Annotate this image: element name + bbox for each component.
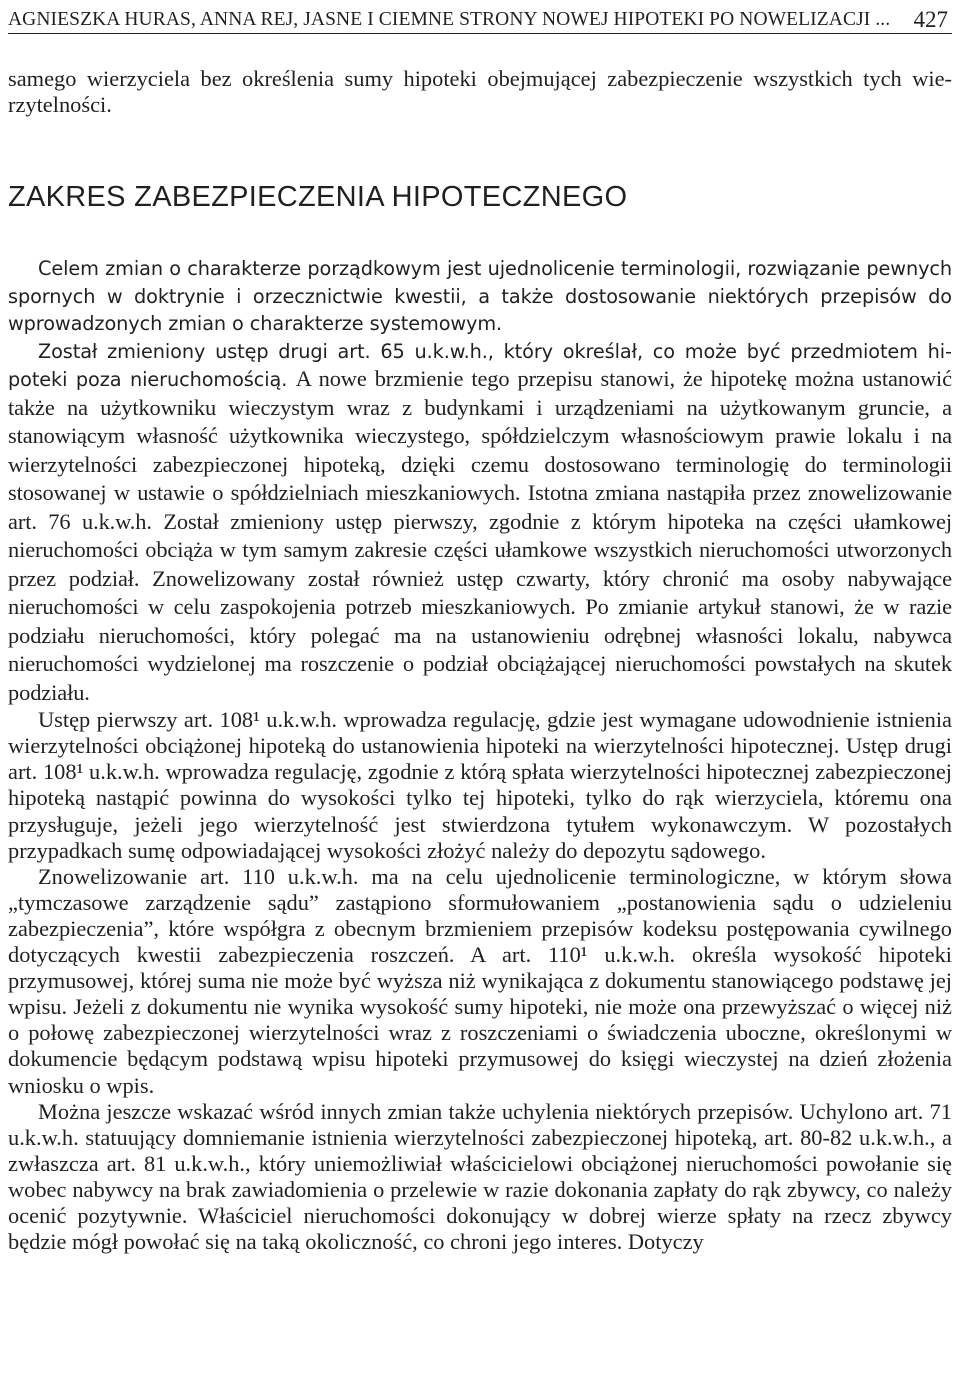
paragraph-art-65 (8, 338, 952, 708)
paragraph-repealed: Można jeszcze wskazać wśród innych zmian także uchylenia niektórych przepisów. Uchylono art. 71 u.k.w.h. statuujący domniemanie istnienia wierzytelności zabezpieczonej hipoteką, art. 80-82 u.k.w.h., a zwłaszcza art. 81 u.k.w.h., który uniemożliwiał właścicielowi obciążonej nieruchomości powołanie się wobec nabywcy na brak zawiadomienia o przelewie w razie dokonania zapłaty do rąk zbywcy, co należy ocenić pozytywnie. Właściciel nieruchomości dokonujący w dobrej wierze spłaty na rzecz zbywcy będzie mógł powołać się na taką okoliczność, co chroni jego interes. Dotyczy (8, 1098, 952, 1255)
sans-paragraphs (8, 255, 952, 707)
paragraph-art-108: Ustęp pierwszy art. 108¹ u.k.w.h. wprowadza regulację, gdzie jest wymagane udowodnienie istnienia wierzytelności obciążonej hipoteką do ustanowienia hipoteki na wierzytelności hipotecznej. Ustęp drugi art. 108¹ u.k.w.h. wprowadza regulację, zgodnie z którą spłata wierzytelności hipotecznej zabezpieczonej hipoteką nastąpić powinna do wysokości tylko tej hipoteki, tylko do rąk wierzyciela, któremu ona przysługuje, jeżeli jego wierzytelność jest stwierdzona tytułem wykonawczym. W pozostałych przypadkach sumę odpowiadającej wysokości złożyć należy do depozytu sądowego. (8, 707, 952, 863)
document-body (8, 66, 952, 1255)
paragraph-art-65-lead: Został zmieniony ustęp drugi art. 65 u.k.w.h., który określał, co może być przedmiotem hipoteki poza nieruchomością. (8, 339, 952, 392)
running-header (8, 0, 952, 34)
paragraph-art-110: Znowelizowanie art. 110 u.k.w.h. ma na celu ujednolicenie terminologiczne, w którym słowa „tymczasowe zarządzenie sądu” zastąpiono sformułowaniem „postanowienia sądu o udzieleniu zabezpieczenia”, które współgra z obecnym brzmieniem przepisów kodeksu postępowania cywilnego dotyczących kwestii zabezpieczenia roszczeń. A art. 110¹ u.k.w.h. określa wysokość hipoteki przymusowej, której suma nie może być wyższa niż wynikająca z dokumentu stanowiącego podstawę jej wpisu. Jeżeli z dokumentu nie wynika wysokość sumy hipoteki, nie może ona przewyższać o więcej niż o połowę zabezpieczonej wierzytelności wraz z roszczeniami o świadczenia uboczne, określonymi w dokumencie będącym podstawą wpisu hipoteki przymusowej do księgi wieczystej na dzień złożenia wniosku o wpis. (8, 863, 952, 1098)
intro-paragraph: samego wierzyciela bez określenia sumy hipoteki obejmującej zabezpieczenie wszystkich tych wierzytelności. (8, 66, 952, 118)
header-authors-title: AGNIESZKA HURAS, ANNA REJ, JASNE I CIEMNE STRONY NOWEJ HIPOTEKI PO NOWELIZACJI ... (8, 9, 891, 30)
serif-paragraphs (8, 707, 952, 1255)
section-heading: ZAKRES ZABEZPIECZENIA HIPOTECZNEGO (8, 181, 628, 214)
paragraph-art-65-tail: A nowe brzmienie tego przepisu stanowi, że hipotekę można ustanowić także na użytkowniku wieczystym wraz z budynkami i urządzeniami na użytkowanym gruncie, a stanowiącym własność użytkownika wieczystego, spółdzielczym własnościowym prawie lokalu i na wierzytelności zabezpieczonej hipoteką, dzięki czemu dostosowano terminologię do terminologii stosowanej w ustawie o spółdzielniach mieszkaniowych. Istotna zmiana nastąpiła przez znowelizowanie art. 76 u.k.w.h. Został zmieniony ustęp pierwszy, zgodnie z którym hipoteka na części ułamkowej nieruchomości obciąża w tym samym zakresie części ułamkowe wszystkich nieruchomości utworzonych przez podział. Znowelizowany został również ustęp czwarty, który chronić ma osoby nabywające nieruchomości w celu zaspokojenia potrzeb mieszkaniowych. Po zmianie artykuł stanowi, że w razie podziału nieruchomości, który polegać ma na ustanowieniu odrębnej własności lokalu, nabywca nieruchomości wydzielonej ma roszczenie o podział obciążającej nieruchomości powstałych na skutek podziału. (8, 366, 952, 705)
paragraph-purpose: Celem zmian o charakterze porządkowym jest ujednolicenie terminologii, rozwiązanie pewnych spornych w doktrynie i orzecznictwie kwestii, a także dostosowanie niektórych przepisów do wprowadzonych zmian o charakterze systemowym. (8, 257, 952, 336)
page-number: 427 (913, 7, 948, 32)
